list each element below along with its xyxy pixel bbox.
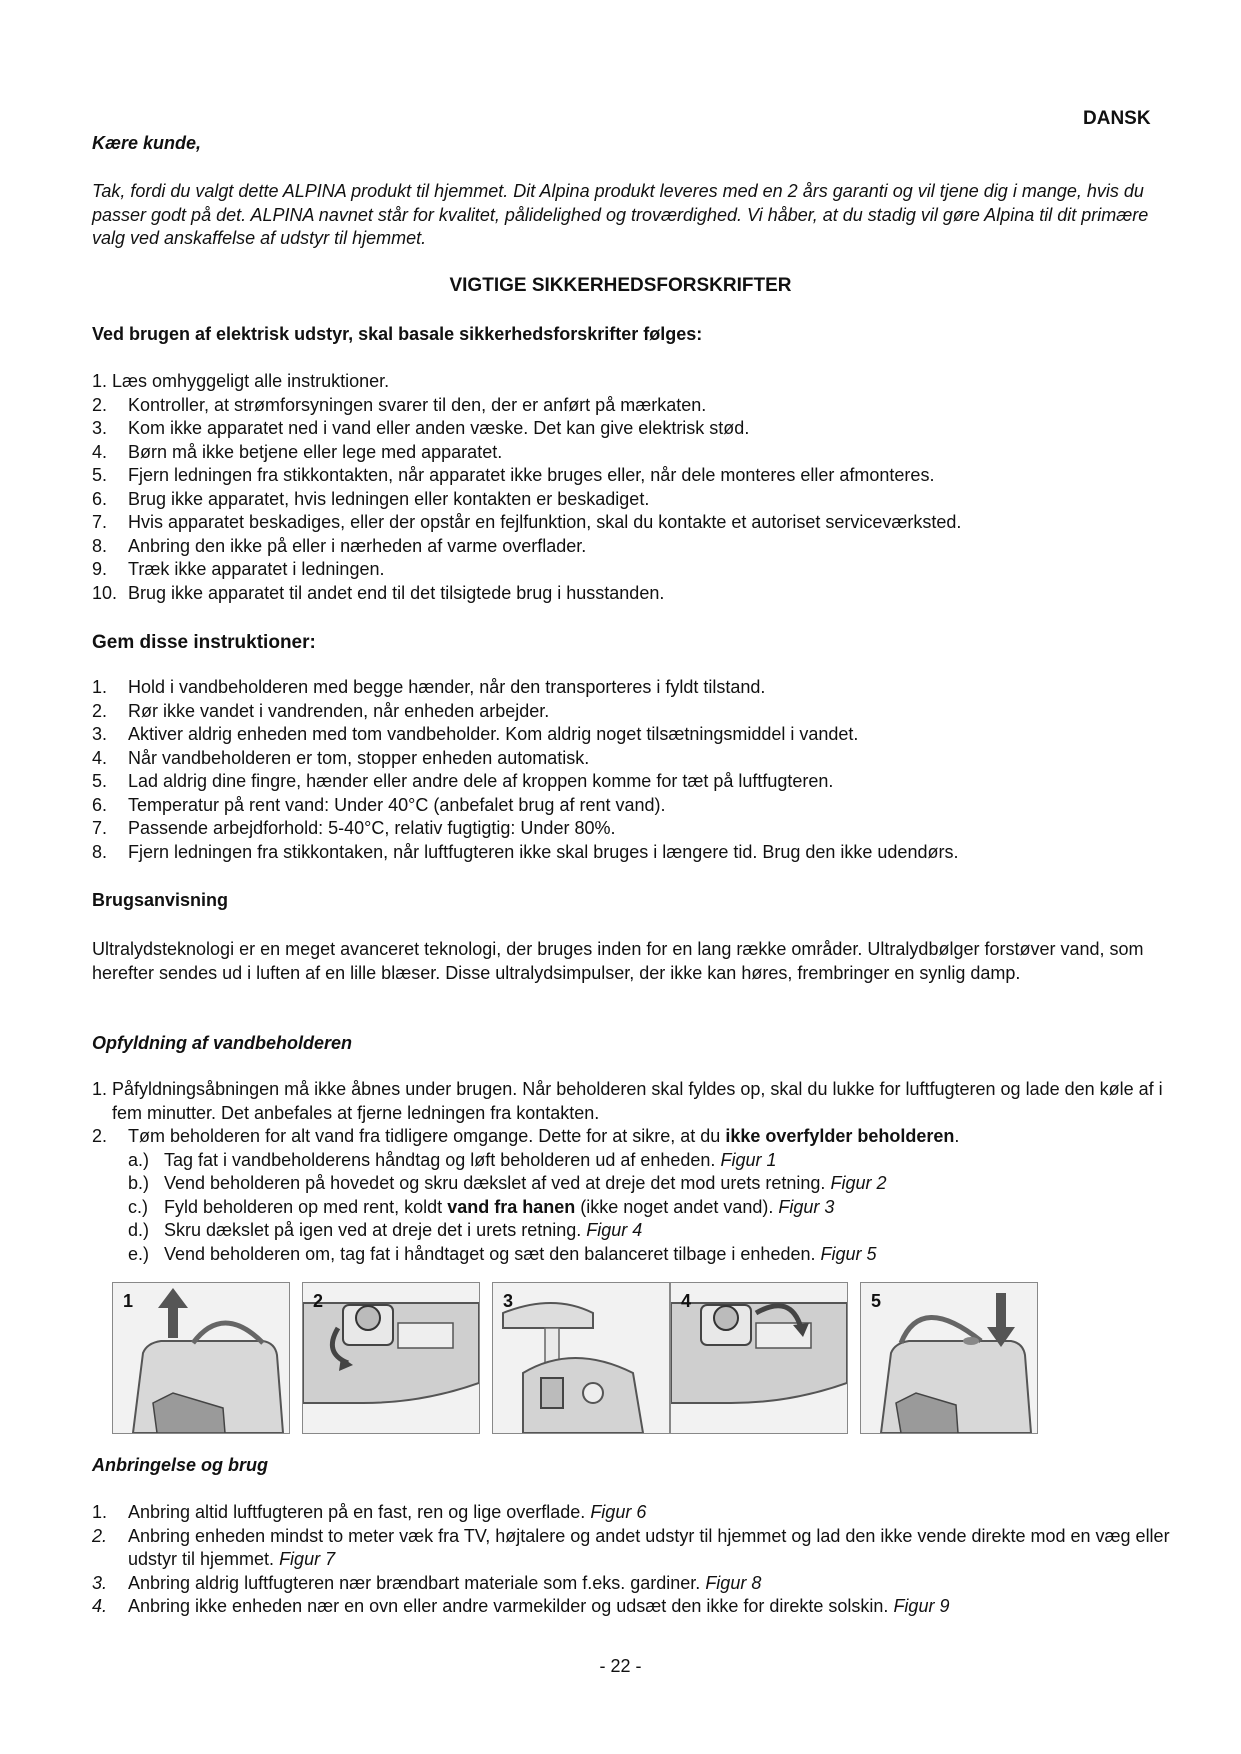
item-text: Træk ikke apparatet i ledningen. <box>128 559 385 579</box>
figure-2 <box>302 1282 480 1434</box>
list-item <box>92 535 1172 559</box>
item-text: Hold i vandbeholderen med begge hænder, når den transporteres i fyldt tilstand. <box>128 677 766 697</box>
figure-number: 1 <box>123 1291 134 1311</box>
figure-3-illustration <box>493 1283 669 1433</box>
list-item <box>92 1572 1172 1596</box>
placement-title: Anbringelse og brug <box>92 1455 269 1475</box>
list-item <box>92 817 1172 841</box>
item-number: 2. <box>92 394 108 415</box>
item-number: 1. <box>92 677 108 697</box>
figure-reference: Figur 2 <box>830 1173 887 1193</box>
list-item <box>92 1525 1172 1572</box>
item-number: 1. <box>92 1502 108 1522</box>
item-number: 2. <box>92 700 108 721</box>
substep-text: Vend beholderen på hovedet og skru dækslet af ved at dreje det mod urets retning. <box>164 1173 826 1193</box>
item-number: 6. <box>92 794 108 815</box>
figure-reference: Figur 7 <box>279 1549 336 1569</box>
list-item <box>92 700 1172 724</box>
item-text: Anbring ikke enheden nær en ovn eller andre varmekilder og udsæt den ikke for direkte solskin. <box>128 1596 889 1616</box>
item-text: Aktiver aldrig enheden med tom vandbeholder. Kom aldrig noget tilsætningsmiddel i vandet. <box>128 724 859 744</box>
placement-list <box>92 1501 1172 1619</box>
item-number: 5. <box>92 771 108 791</box>
substep-text: Fyld beholderen op med rent, koldt <box>164 1196 443 1217</box>
substep-c <box>128 1196 1172 1220</box>
item-text: Hvis apparatet beskadiges, eller der opstår en fejlfunktion, skal du kontakte et autoriset serviceværksted. <box>128 512 962 532</box>
figure-reference: Figur 8 <box>705 1572 762 1593</box>
item-number: 8. <box>92 841 108 862</box>
list-item <box>92 1501 1172 1525</box>
list-item <box>92 770 1172 794</box>
item-number: 5. <box>92 465 108 485</box>
filling-title: Opfyldning af vandbeholderen <box>92 1033 353 1053</box>
list-item <box>92 464 1172 488</box>
item-text: Anbring enheden mindst to meter væk fra TV, højtalere og andet udstyr til hjemmet og lad den ikke vende direkte mod en væg eller udstyr til hjemmet. <box>128 1525 1170 1569</box>
safety-list <box>92 370 1172 605</box>
list-item <box>92 370 1172 394</box>
language-label: DANSK <box>1083 108 1151 129</box>
item-text: Når vandbeholderen er tom, stopper enheden automatisk. <box>128 747 590 768</box>
item-text: Anbring aldrig luftfugteren nær brændbart materiale som f.eks. gardiner. <box>128 1572 701 1593</box>
item-number: 7. <box>92 818 108 838</box>
substep-text: Skru dækslet på igen ved at dreje det i urets retning. <box>164 1220 582 1240</box>
figure-1 <box>112 1282 290 1434</box>
item-end: . <box>954 1126 960 1146</box>
figure-reference: Figur 5 <box>820 1243 877 1264</box>
item-text: Temperatur på rent vand: Under 40°C (anbefalet brug af rent vand). <box>128 794 666 815</box>
list-item <box>92 582 1172 606</box>
figure-reference: Figur 9 <box>893 1596 950 1616</box>
filling-list <box>92 1078 1172 1266</box>
figure-number: 4 <box>681 1291 692 1311</box>
item-text: Brug ikke apparatet, hvis ledningen eller kontakten er beskadiget. <box>128 488 650 509</box>
item-text: Anbring den ikke på eller i nærheden af varme overflader. <box>128 535 587 556</box>
substep-a <box>128 1149 1172 1173</box>
list-item <box>92 394 1172 418</box>
item-text: Fjern ledningen fra stikkontakten, når apparatet ikke bruges eller, når dele monteres eller afmonteres. <box>128 465 935 485</box>
keep-list <box>92 676 1172 864</box>
greeting: Kære kunde, <box>92 133 202 153</box>
item-text: Børn må ikke betjene eller lege med apparatet. <box>128 441 503 462</box>
item-number: 2. <box>92 1126 108 1146</box>
item-number: 3. <box>92 1572 108 1593</box>
list-item <box>92 794 1172 818</box>
substep-d <box>128 1219 1172 1243</box>
figure-reference: Figur 3 <box>778 1196 835 1217</box>
list-item <box>92 511 1172 535</box>
usage-title: Brugsanvisning <box>92 890 229 910</box>
item-text: Lad aldrig dine fingre, hænder eller andre dele af kroppen komme for tæt på luftfugteren. <box>128 771 834 791</box>
safety-subtitle: Ved brugen af elektrisk udstyr, skal basale sikkerhedsforskrifter følges: <box>92 324 703 344</box>
substep-text: Tag fat i vandbeholderens håndtag og løft beholderen ud af enheden. <box>164 1149 716 1170</box>
substep-text-end: (ikke noget andet vand). <box>580 1196 774 1217</box>
figure-5 <box>860 1282 1038 1434</box>
substep-e <box>128 1243 1172 1267</box>
list-item <box>92 723 1172 747</box>
item-text: Tøm beholderen for alt vand fra tidligere omgange. Dette for at sikre, at du <box>128 1126 721 1146</box>
substep-letter: c.) <box>128 1196 148 1217</box>
figure-reference: Figur 1 <box>720 1149 777 1170</box>
list-item <box>92 841 1172 865</box>
list-item <box>92 558 1172 582</box>
list-item <box>92 747 1172 771</box>
substep-letter: d.) <box>128 1220 150 1240</box>
usage-paragraph: Ultralydsteknologi er en meget avanceret teknologi, der bruges inden for en lang række områder. Ultralydbølger forstøver vand, som herefter sendes ud i luften af en lille blæser. Disse ultralydsimpulser, der ikke kan høres, frembringer en synlig damp. <box>92 939 1144 983</box>
list-item <box>92 441 1172 465</box>
page-number: - 22 - <box>599 1656 642 1676</box>
figure-3 <box>492 1282 670 1434</box>
figure-reference: Figur 4 <box>586 1220 643 1240</box>
item-number: 10. <box>92 582 118 603</box>
substep-letter: a.) <box>128 1149 150 1170</box>
item-number: 8. <box>92 535 108 556</box>
item-text: Kontroller, at strømforsyningen svarer til den, der er anført på mærkaten. <box>128 394 707 415</box>
list-item <box>92 488 1172 512</box>
substep-letter: b.) <box>128 1173 150 1193</box>
figure-number: 3 <box>503 1291 514 1311</box>
substep-emphasis: vand fra hanen <box>447 1196 576 1217</box>
substep-b <box>128 1172 1172 1196</box>
item-number: 4. <box>92 441 108 462</box>
item-text: Anbring altid luftfugteren på en fast, ren og lige overflade. <box>128 1502 586 1522</box>
item-number: 4. <box>92 747 108 768</box>
figure-reference: Figur 6 <box>590 1502 647 1522</box>
item-number: 6. <box>92 488 108 509</box>
item-text: Påfyldningsåbningen må ikke åbnes under brugen. Når beholderen skal fyldes op, skal du lukke for luftfugteren og lade den køle af i fem minutter. Det anbefales at fjerne ledningen fra kontakten. <box>112 1079 1163 1123</box>
figure-5-illustration <box>861 1283 1037 1433</box>
item-emphasis: ikke overfylder beholderen <box>725 1126 955 1146</box>
safety-title: VIGTIGE SIKKERHEDSFORSKRIFTER <box>449 275 792 296</box>
item-number: 1. <box>92 371 108 391</box>
list-item <box>92 1078 1172 1125</box>
item-number: 9. <box>92 559 108 579</box>
figure-number: 2 <box>313 1291 324 1311</box>
item-text: Kom ikke apparatet ned i vand eller anden væske. Det kan give elektrisk stød. <box>128 418 750 438</box>
item-number: 3. <box>92 418 108 438</box>
item-text: Fjern ledningen fra stikkontaken, når luftfugteren ikke skal bruges i længere tid. Brug den ikke udendørs. <box>128 841 959 862</box>
item-text: Brug ikke apparatet til andet end til det tilsigtede brug i husstanden. <box>128 582 665 603</box>
list-item <box>92 1125 1172 1266</box>
intro-paragraph: Tak, fordi du valgt dette ALPINA produkt til hjemmet. Dit Alpina produkt leveres med en 2 års garanti og vil tjene dig i mange, hvis du passer godt på det. ALPINA navnet står for kvalitet, pålidelighed og troværdighed. Vi håber, at du stadig vil gøre Alpina til dit primære valg ved anskaffelse af udstyr til hjemmet. <box>92 181 1149 248</box>
substep-text: Vend beholderen om, tag fat i håndtaget og sæt den balanceret tilbage i enheden. <box>164 1243 816 1264</box>
list-item <box>92 1595 1172 1619</box>
keep-instructions-title: Gem disse instruktioner: <box>92 632 316 653</box>
figure-1-illustration <box>113 1283 289 1433</box>
list-item <box>92 417 1172 441</box>
list-item <box>92 676 1172 700</box>
item-text: Læs omhyggeligt alle instruktioner. <box>112 371 390 391</box>
item-number: 1. <box>92 1079 108 1099</box>
item-number: 2. <box>92 1525 108 1546</box>
figure-4-illustration <box>671 1283 847 1433</box>
substep-letter: e.) <box>128 1243 150 1264</box>
item-number: 3. <box>92 724 108 744</box>
item-text: Rør ikke vandet i vandrenden, når enheden arbejder. <box>128 700 550 721</box>
figure-number: 5 <box>871 1291 882 1311</box>
item-number: 4. <box>92 1596 108 1616</box>
item-text: Passende arbejdforhold: 5-40°C, relativ fugtigtig: Under 80%. <box>128 818 616 838</box>
item-number: 7. <box>92 512 108 532</box>
figure-4 <box>670 1282 848 1434</box>
figure-2-illustration <box>303 1283 479 1433</box>
